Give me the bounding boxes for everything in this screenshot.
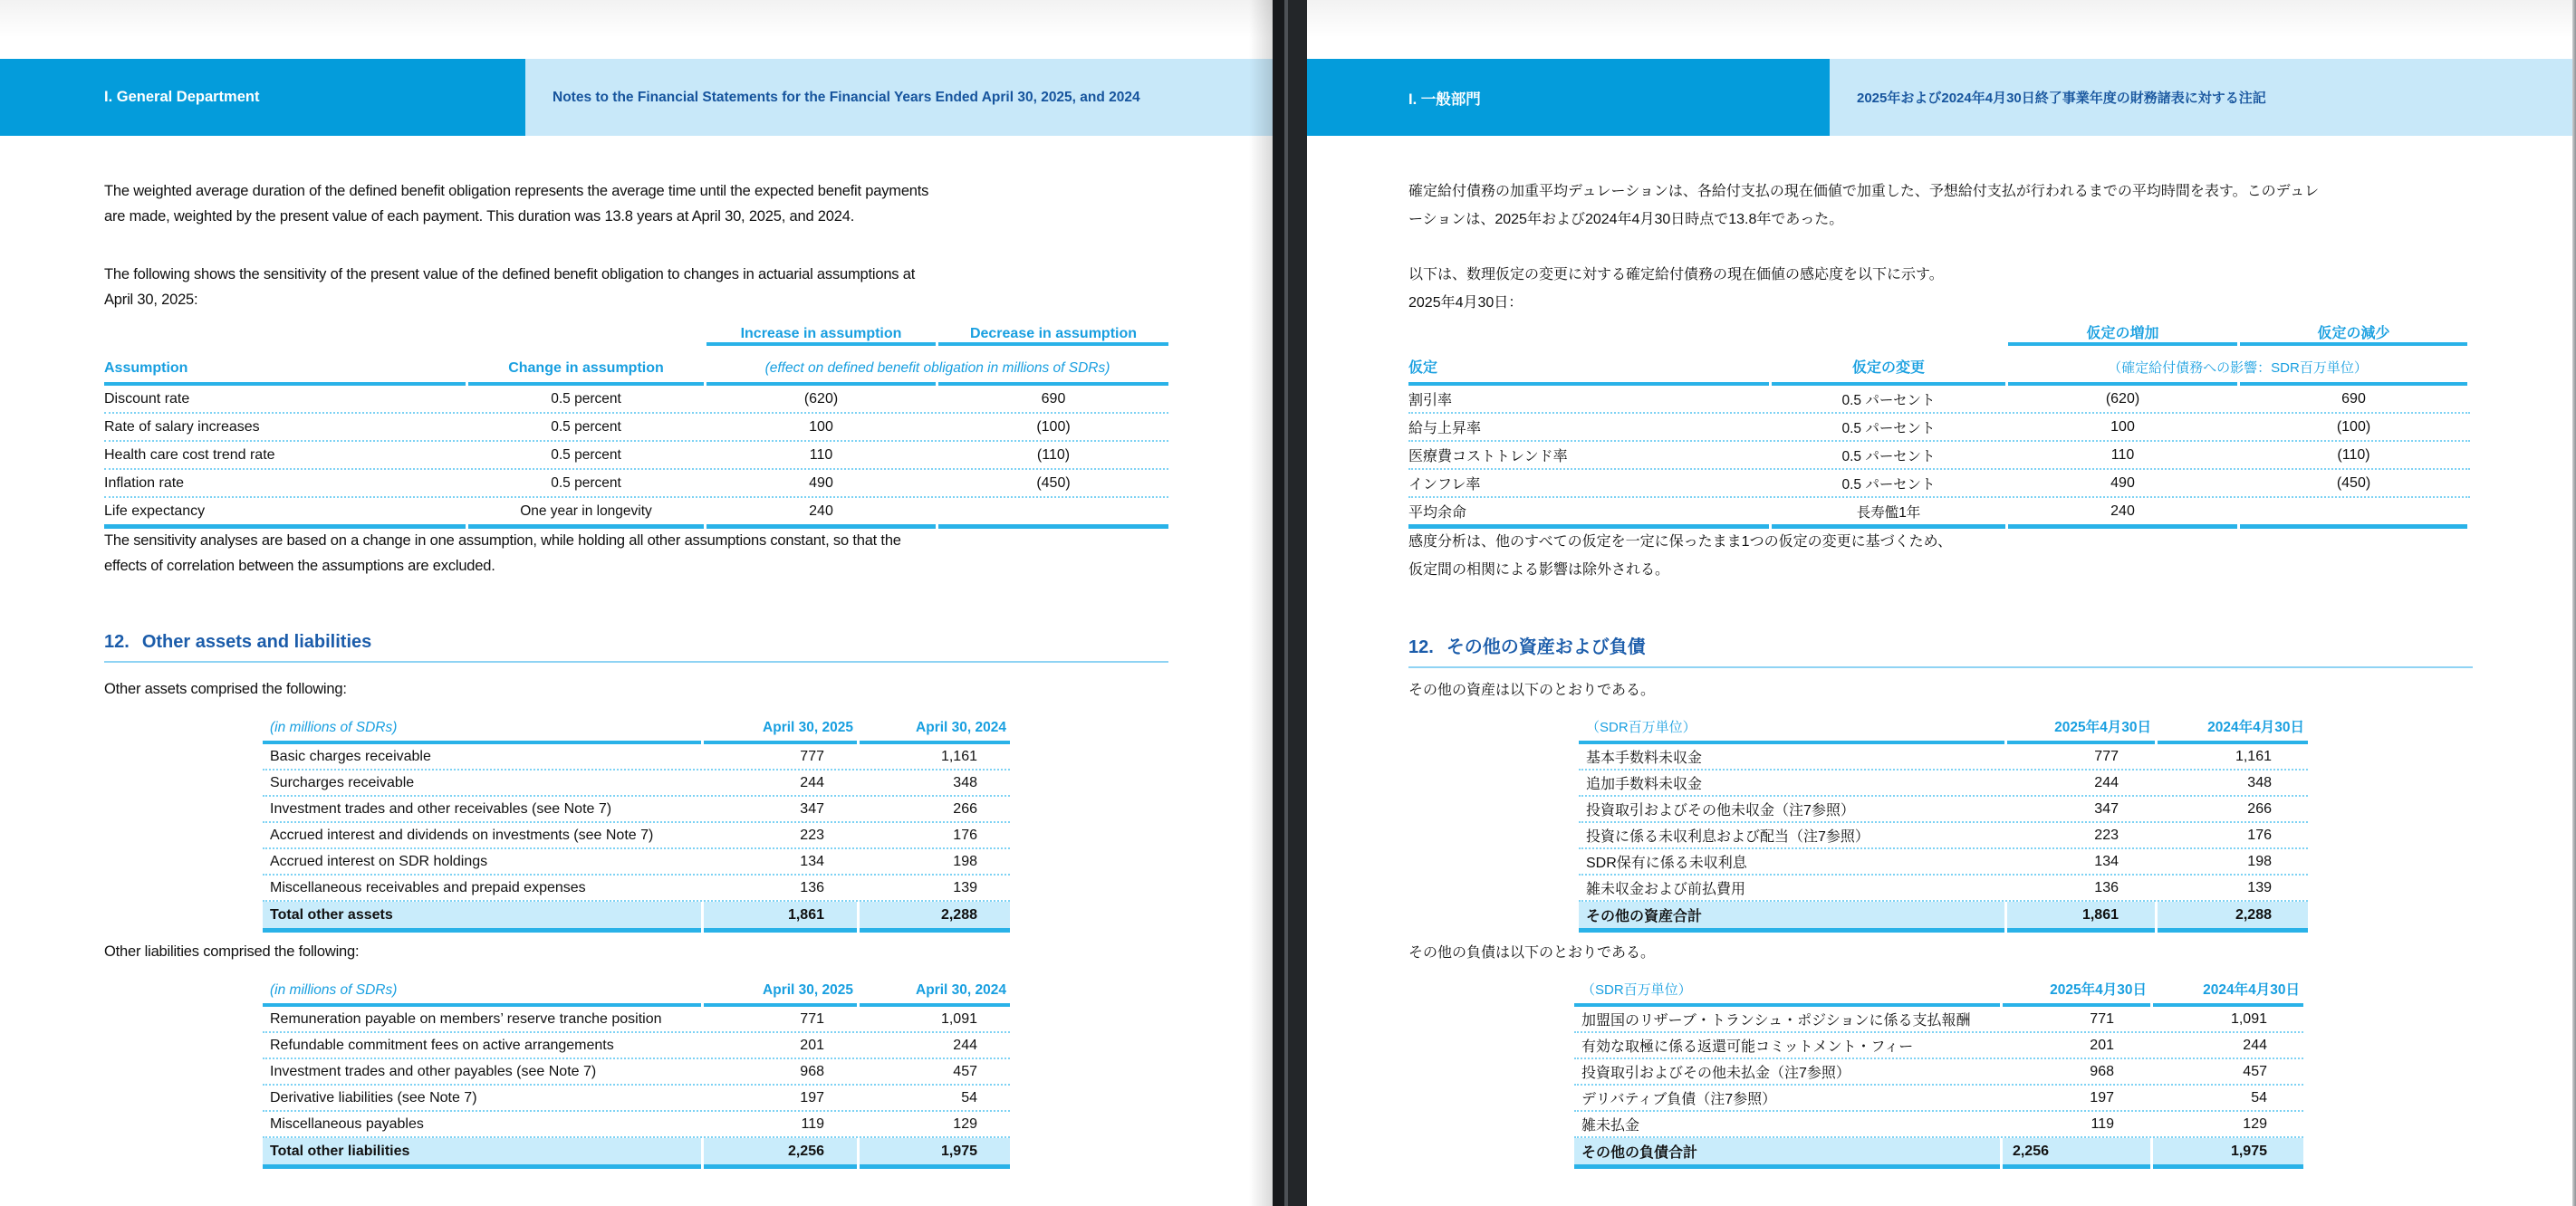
- rule-under-increase-decrease: [1408, 342, 2470, 346]
- table-row: Health care cost trend rate 0.5 percent 110 (110): [104, 442, 1168, 470]
- col-2025: 2025年4月30日: [2054, 720, 2151, 735]
- table-row: Discount rate 0.5 percent (620) 690: [104, 386, 1168, 414]
- table-row: Refundable commitment fees on active arrangements 201 244: [263, 1033, 1010, 1059]
- paragraph-line: April 30, 2025:: [104, 292, 198, 308]
- effect-note: (effect on defined benefit obligation in millions of SDRs): [764, 360, 1110, 376]
- table-row: SDR保有に係る未収利息 134 198: [1579, 849, 2308, 876]
- effect-note: （確定給付債務への影響：SDR百万単位）: [2108, 360, 2368, 376]
- table-row: Surcharges receivable 244 348: [263, 770, 1010, 797]
- unit-label: (in millions of SDRs): [270, 720, 398, 735]
- col-2025: April 30, 2025: [763, 982, 853, 998]
- liabilities-intro: その他の負債は以下のとおりである。: [1408, 945, 1656, 961]
- table-row: Accrued interest on SDR holdings 134 198: [263, 849, 1010, 876]
- paragraph-line: are made, weighted by the present value of each payment. This duration was 13.8 years at April 30, 2025, and 2024.: [104, 208, 855, 225]
- table-row: デリバティブ負債（注7参照） 197 54: [1574, 1086, 2303, 1112]
- table-row: インフレ率 0.5 パーセント 490 (450): [1408, 470, 2470, 498]
- total-row: Total other liabilities 2,256 1,975: [263, 1138, 1010, 1164]
- col-increase: Increase in assumption: [740, 326, 902, 341]
- header-band: [0, 59, 1273, 136]
- table-row: Miscellaneous receivables and prepaid expenses 136 139: [263, 876, 1010, 902]
- col-increase: 仮定の増加: [2086, 326, 2159, 341]
- sensitivity-header-row1: [1408, 319, 2470, 342]
- paragraph-line: ーションは、2025年および2024年4月30日時点で13.8年であった。: [1408, 212, 1844, 227]
- unit-label: (in millions of SDRs): [270, 982, 398, 998]
- table-row: 医療費コストトレンド率 0.5 パーセント 110 (110): [1408, 442, 2470, 470]
- table-row: 投資取引およびその他未払金（注7参照） 968 457: [1574, 1059, 2303, 1086]
- table-row: Basic charges receivable 777 1,161: [263, 744, 1010, 770]
- section-title: その他の資産および負債: [1446, 637, 1646, 657]
- rule-under-increase-decrease: [104, 342, 1168, 346]
- table-row: Investment trades and other payables (see Note 7) 968 457: [263, 1059, 1010, 1086]
- page-japanese: [1307, 0, 2576, 1206]
- table-row: Rate of salary increases 0.5 percent 100 (100): [104, 414, 1168, 442]
- table-header-row: [1574, 973, 2303, 1003]
- table-row: 給与上昇率 0.5 パーセント 100 (100): [1408, 414, 2470, 442]
- total-row: その他の資産合計 1,861 2,288: [1579, 902, 2308, 928]
- table-row: Inflation rate 0.5 percent 490 (450): [104, 470, 1168, 498]
- paragraph-correlation: [1408, 528, 2523, 584]
- header-band: [1307, 59, 2576, 136]
- paragraph-line: 感度分析は、他のすべての仮定を一定に保ったまま1つの仮定の変更に基づくため、: [1408, 534, 1952, 550]
- other-assets-table: [263, 711, 1010, 933]
- col-assumption: Assumption: [104, 360, 188, 376]
- sensitivity-table: [104, 319, 1168, 529]
- col-2024: 2024年4月30日: [2207, 720, 2304, 735]
- table-row: 有効な取極に係る返還可能コミットメント・フィー 201 244: [1574, 1033, 2303, 1059]
- table-bottom-rule: [1574, 1164, 2303, 1169]
- table-bottom-rule: [1579, 928, 2308, 933]
- other-assets-table: [1579, 711, 2308, 933]
- table-row: 追加手数料未収金 244 348: [1579, 770, 2308, 797]
- table-row: Remuneration payable on members’ reserve tranche position 771 1,091: [263, 1007, 1010, 1033]
- other-liabilities-table: [263, 973, 1010, 1169]
- header-rule: [263, 741, 1010, 744]
- table-row: Accrued interest and dividends on investments (see Note 7) 223 176: [263, 823, 1010, 849]
- table-row: 雑未払金 119 129: [1574, 1112, 2303, 1138]
- assets-intro: その他の資産は以下のとおりである。: [1408, 683, 1656, 698]
- header-rule: [1408, 382, 2470, 386]
- table-row: 雑未収金および前払費用 136 139: [1579, 876, 2308, 902]
- header-rule: [1579, 741, 2308, 744]
- col-change: Change in assumption: [508, 360, 664, 376]
- table-row: 加盟国のリザーブ・トランシュ・ポジションに係る支払報酬 771 1,091: [1574, 1007, 2303, 1033]
- paragraph-sensitivity-intro: [1408, 261, 2523, 317]
- col-assumption: 仮定: [1408, 360, 1438, 376]
- sensitivity-table: [1408, 319, 2470, 529]
- paragraph-duration: [1408, 177, 2523, 234]
- window-edge: [2572, 0, 2576, 1206]
- sensitivity-header-row1: [104, 319, 1168, 342]
- table-bottom-rule: [263, 1164, 1010, 1169]
- assets-intro: Other assets comprised the following:: [104, 681, 347, 697]
- liabilities-intro: Other liabilities comprised the following:: [104, 943, 360, 960]
- section-title: Other assets and liabilities: [141, 632, 372, 652]
- table-row: Derivative liabilities (see Note 7) 197 54: [263, 1086, 1010, 1112]
- col-decrease: Decrease in assumption: [969, 326, 1138, 341]
- paragraph-sensitivity-intro: [104, 262, 1177, 312]
- paragraph-line: The weighted average duration of the defined benefit obligation represents the average time until the expected benefit payments: [104, 183, 929, 199]
- header-section-label: I. General Department: [0, 59, 525, 136]
- col-2024: 2024年4月30日: [2203, 982, 2300, 998]
- page-english: [0, 0, 1273, 1206]
- table-bottom-rule: [263, 928, 1010, 933]
- table-row: Investment trades and other receivables (see Note 7) 347 266: [263, 797, 1010, 823]
- table-row: Miscellaneous payables 119 129: [263, 1112, 1010, 1138]
- col-2025: 2025年4月30日: [2050, 982, 2147, 998]
- paragraph-line: The following shows the sensitivity of the present value of the defined benefit obligation to changes in actuarial assumptions at: [104, 266, 916, 282]
- col-2024: April 30, 2024: [916, 720, 1006, 735]
- unit-label: （SDR百万単位）: [1581, 982, 1692, 998]
- table-row: 基本手数料未収金 777 1,161: [1579, 744, 2308, 770]
- paragraph-line: The sensitivity analyses are based on a change in one assumption, while holding all other assumptions constant, so that the: [104, 532, 901, 549]
- paragraph-line: 確定給付債務の加重平均デュレーションは、各給付支払の現在価値で加重した、予想給付支払が行われるまでの平均時間を表す。このデュレ: [1408, 184, 2320, 199]
- section-number: 12.: [104, 632, 130, 652]
- section-heading: [104, 632, 1168, 663]
- table-row: 割引率 0.5 パーセント (620) 690: [1408, 386, 2470, 414]
- page-gutter: [1273, 0, 1307, 1206]
- table-row: Life expectancy One year in longevity 240: [104, 502, 833, 519]
- section-heading: [1408, 632, 2473, 668]
- total-row: Total other assets 1,861 2,288: [263, 902, 1010, 928]
- table-header-row: [263, 973, 1010, 1003]
- table-row: 投資取引およびその他未収金（注7参照） 347 266: [1579, 797, 2308, 823]
- other-liabilities-table: [1574, 973, 2303, 1169]
- col-decrease: 仮定の減少: [2317, 326, 2390, 341]
- header-rule: [104, 382, 1168, 386]
- table-header-row: [1579, 711, 2308, 741]
- table-header-row: [263, 711, 1010, 741]
- header-rule: [1574, 1003, 2303, 1007]
- col-2024: April 30, 2024: [916, 982, 1006, 998]
- unit-label: （SDR百万単位）: [1586, 720, 1697, 735]
- section-number: 12.: [1408, 637, 1434, 657]
- table-row: 平均余命 長寿儖1年 240: [1408, 502, 2135, 521]
- paragraph-line: effects of correlation between the assumptions are excluded.: [104, 558, 495, 574]
- col-change: 仮定の変更: [1851, 360, 1925, 376]
- paragraph-line: 仮定間の相関による影響は除外される。: [1408, 562, 1670, 578]
- paragraph-duration: [104, 178, 1177, 229]
- paragraph-line: 2025年4月30日：: [1408, 295, 1523, 311]
- header-rule: [263, 1003, 1010, 1007]
- sensitivity-header-row2: [1408, 346, 2470, 382]
- table-row: 投資に係る未収利息および配当（注7参照） 223 176: [1579, 823, 2308, 849]
- header-section-label: I. 一般部門: [1307, 59, 1830, 136]
- paragraph-line: 以下は、数理仮定の変更に対する確定給付債務の現在価値の感応度を以下に示す。: [1408, 267, 1944, 282]
- col-2025: April 30, 2025: [763, 720, 853, 735]
- total-row: その他の負債合計 2,256 1,975: [1574, 1138, 2303, 1164]
- header-title: 2025年および2024年4月30日終了事業年度の財務諸表に対する注記: [1857, 91, 2266, 106]
- sensitivity-header-row2: [104, 346, 1168, 382]
- paragraph-correlation: [104, 528, 1177, 579]
- header-title: Notes to the Financial Statements for the Financial Years Ended April 30, 2025, and 2024: [553, 89, 1140, 105]
